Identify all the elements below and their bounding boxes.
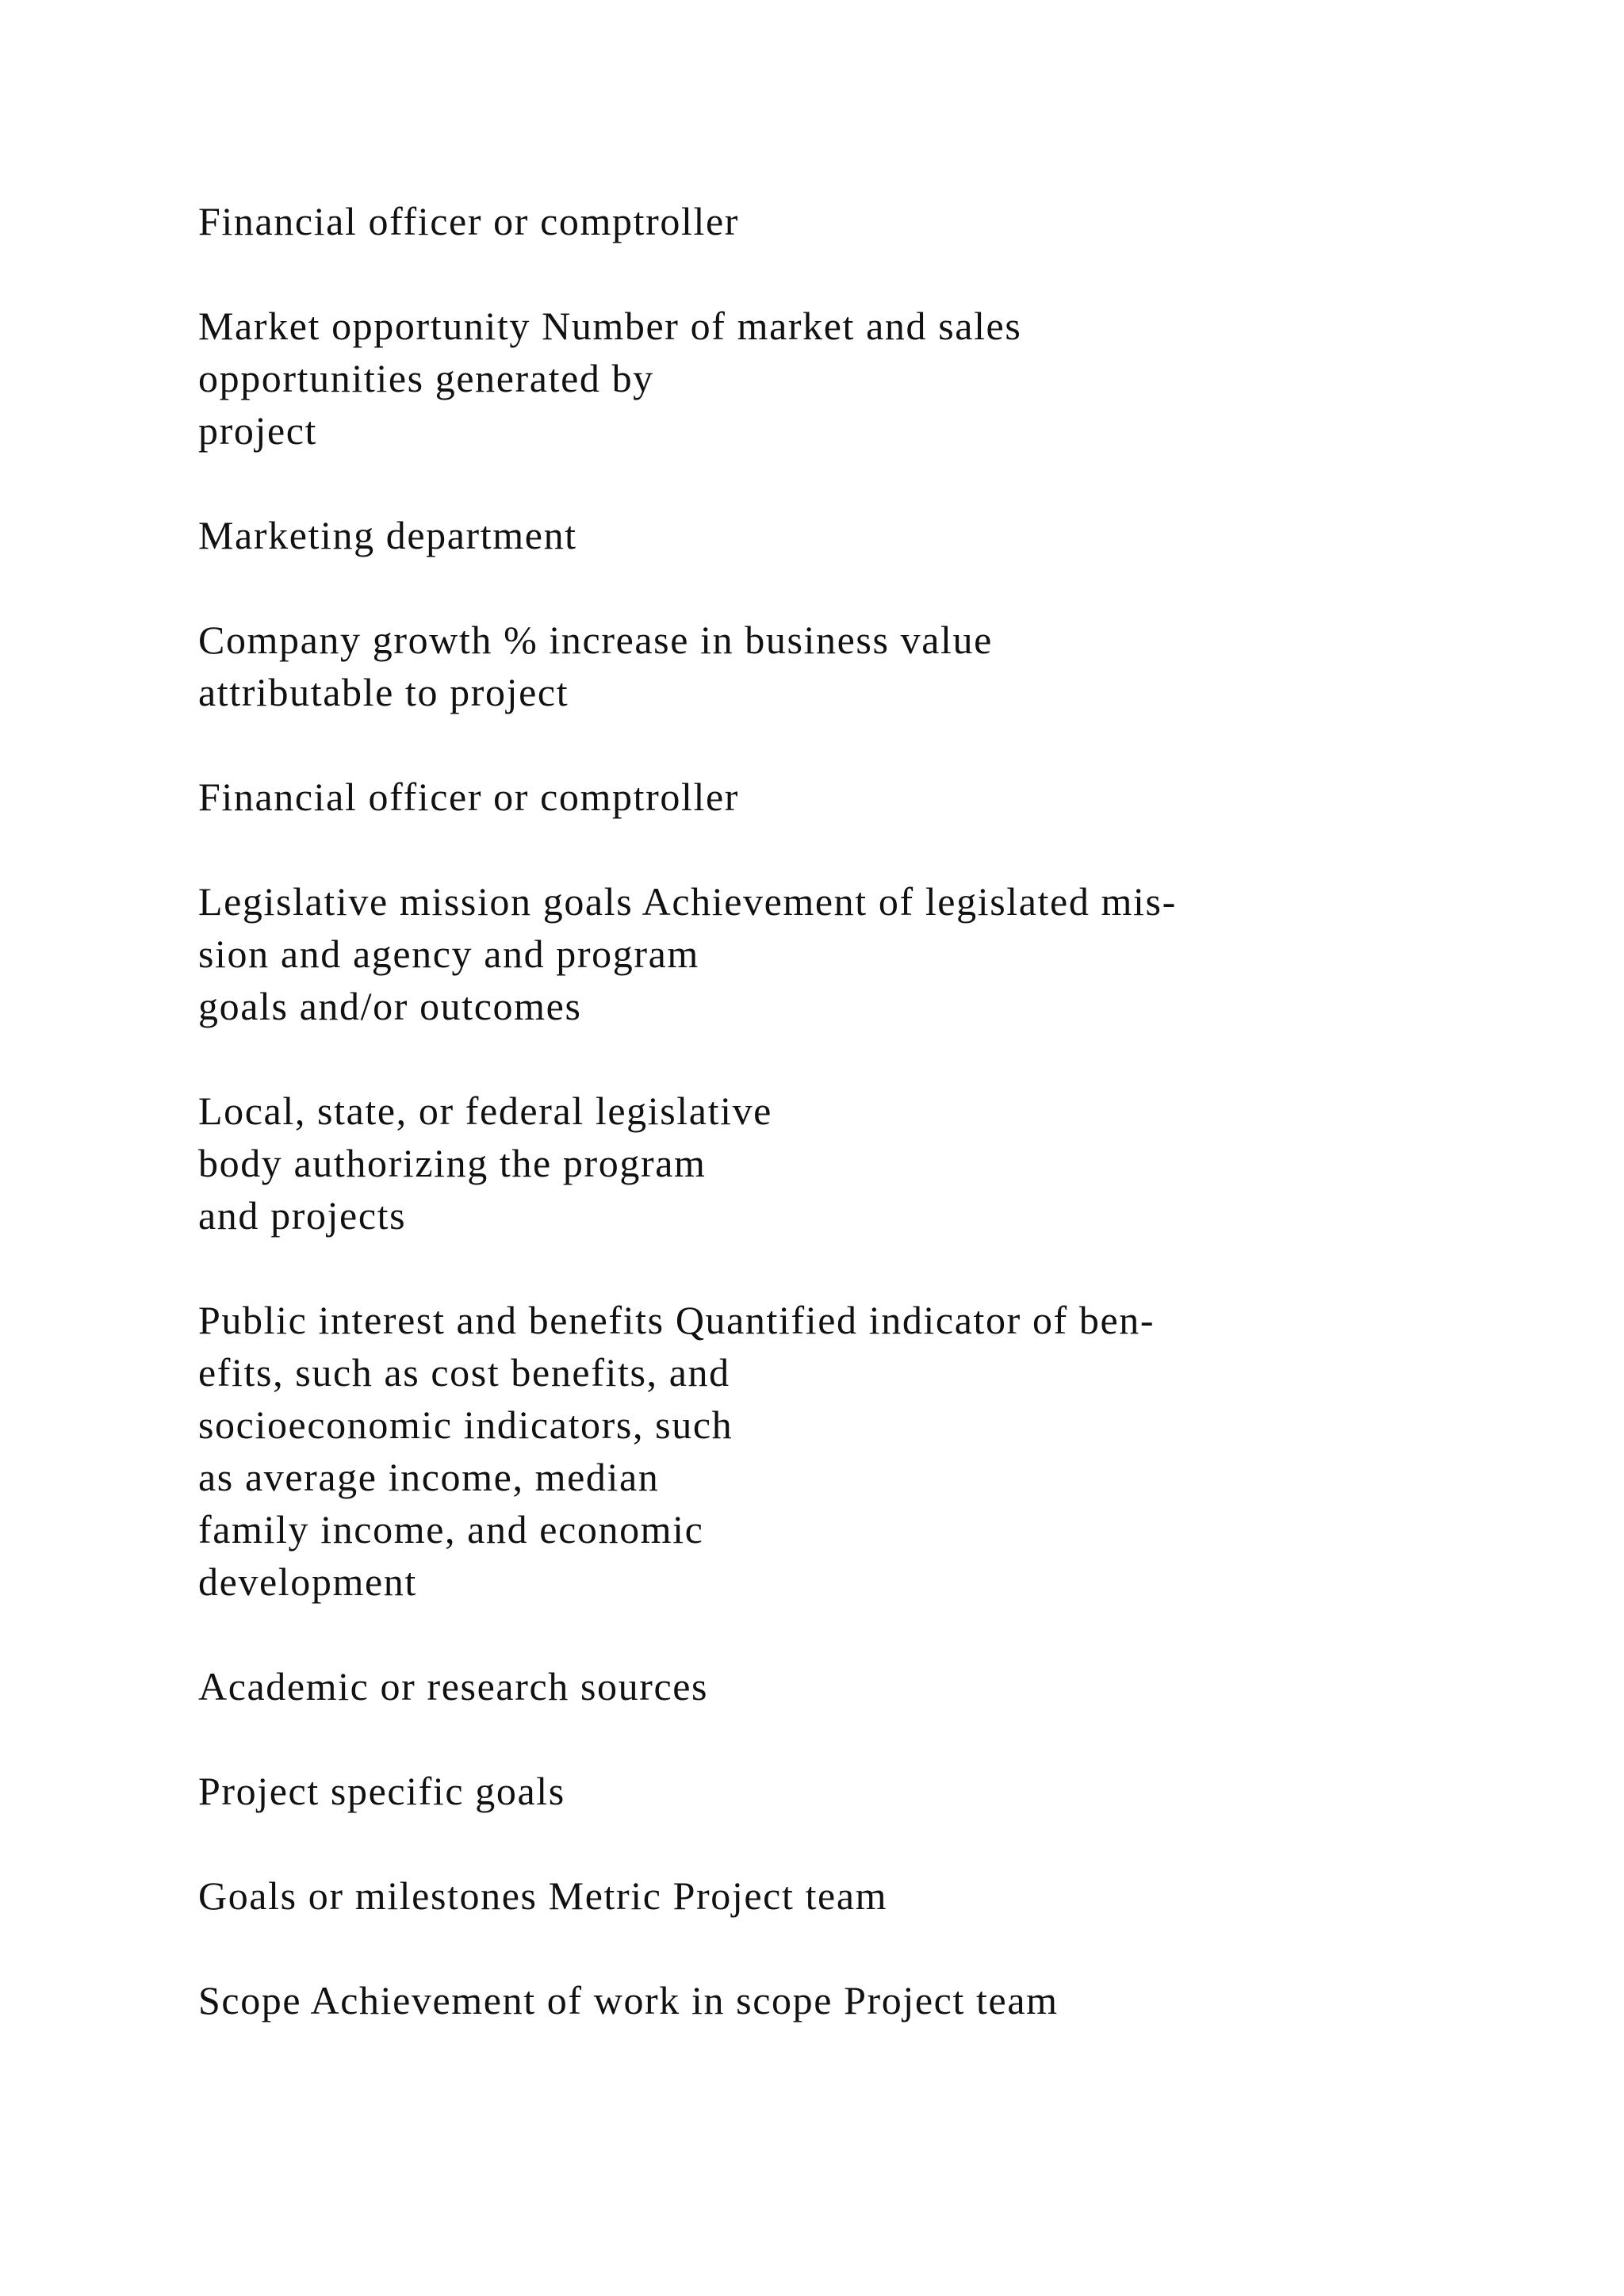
text-line: Local, state, or federal legislative (198, 1089, 772, 1133)
paragraph (198, 771, 1546, 823)
text-line: Financial officer or comptroller (198, 199, 739, 243)
text-line: Scope Achievement of work in scope Project team (198, 1978, 1059, 2022)
text-line: opportunities generated by (198, 356, 654, 400)
text-line: Public interest and benefits Quantified indicator of ben- (198, 1298, 1155, 1342)
text-line: Market opportunity Number of market and sales (198, 304, 1022, 348)
paragraph (198, 1085, 1546, 1242)
text-line: efits, such as cost benefits, and (198, 1350, 730, 1395)
text-line: project (198, 408, 318, 453)
paragraph (198, 875, 1546, 1032)
text-line: as average income, median (198, 1455, 660, 1499)
text-line: socioeconomic indicators, such (198, 1402, 733, 1447)
text-line: Project specific goals (198, 1769, 565, 1813)
text-line: goals and/or outcomes (198, 984, 582, 1028)
text-line: Academic or research sources (198, 1664, 709, 1709)
text-line: Legislative mission goals Achievement of legislated mis- (198, 879, 1177, 924)
text-line: Marketing department (198, 513, 577, 557)
text-line: attributable to project (198, 670, 569, 714)
document-body (198, 195, 1546, 2079)
paragraph (198, 1660, 1546, 1712)
text-line: sion and agency and program (198, 932, 699, 976)
text-line: Goals or milestones Metric Project team (198, 1873, 888, 1918)
paragraph (198, 1974, 1546, 2026)
text-line: body authorizing the program (198, 1141, 707, 1185)
text-line: and projects (198, 1193, 407, 1238)
paragraph (198, 1765, 1546, 1817)
text-line: Company growth % increase in business value (198, 618, 993, 662)
paragraph (198, 614, 1546, 718)
paragraph (198, 1869, 1546, 1922)
text-line: Financial officer or comptroller (198, 775, 739, 819)
text-line: development (198, 1559, 417, 1604)
paragraph (198, 509, 1546, 561)
paragraph (198, 195, 1546, 247)
paragraph (198, 1294, 1546, 1608)
paragraph (198, 300, 1546, 457)
text-line: family income, and economic (198, 1507, 704, 1552)
